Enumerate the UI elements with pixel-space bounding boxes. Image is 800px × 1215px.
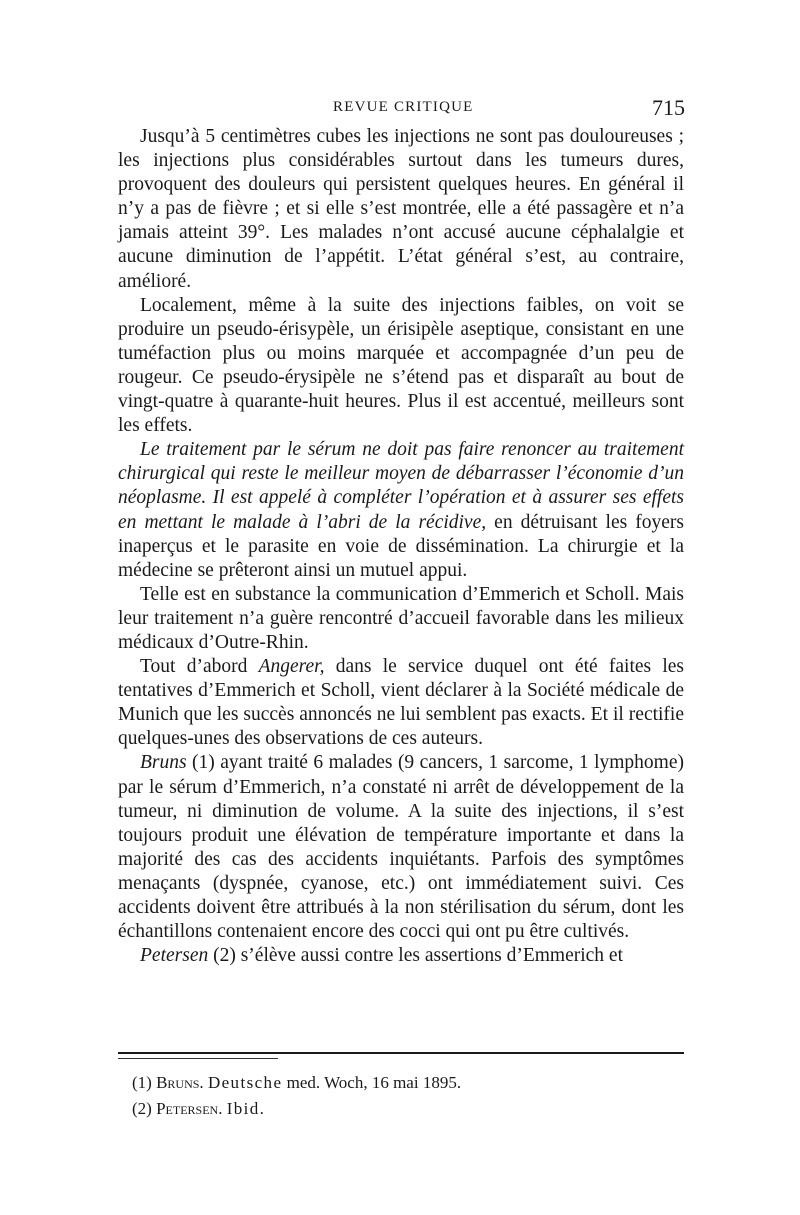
paragraph — [118, 583, 684, 655]
text-segment: dans le service duquel ont été faites les tentatives d’Emmerich et Scholl, vient déclarer à la Société médicale de Munich que les succès annoncés ne lui semblent pas exacts. Et il rectifie quelques-unes des observations de ces auteurs. — [118, 656, 684, 750]
text-segment: Tout d’abord — [140, 656, 259, 678]
italic-text: Bruns — [140, 752, 187, 774]
italic-text: Angerer, — [258, 656, 325, 678]
body-text — [118, 125, 684, 968]
paragraph — [118, 751, 684, 944]
italic-text: Petersen — [140, 945, 209, 967]
running-head — [120, 97, 685, 127]
text-segment: Localement, même à la suite des injections faibles, on voit se produire un pseudo-érisypèle, un érisipèle aseptique, consistant en une tuméfaction plus ou moins marquée et accompagnée d’un peu de rougeur. Ce pseudo-érysipèle ne s’étend pas et disparaît au bout de vingt-quatre à quarante-huit heures. Plus il est accentué, meilleurs sont les effets. — [118, 294, 684, 437]
text-segment: Jusqu’à 5 centimètres cubes les injections ne sont pas douloureuses ; les injections plus considérables surtout dans les tumeurs dures, provoquent des douleurs qui persistent quelques heures. En général il n’y a pas de fièvre ; et si elle s’est montrée, elle a été passagère et n’a jamais atteint 39°. Les malades n’ont accusé aucune céphalalgie et aucune diminution de l’appétit. L’état général s’est, au contraire, amélioré. — [118, 126, 684, 292]
footnote-author: Bruns. — [156, 1073, 204, 1092]
footnote-source: Ibid. — [226, 1099, 266, 1118]
paragraph — [118, 125, 684, 294]
footnote-source: Deutsche — [207, 1073, 283, 1092]
footnote-author: Petersen. — [156, 1099, 223, 1118]
footnote-marker: (1) — [132, 1073, 152, 1092]
italic-text: Le traitement par le sérum ne doit pas faire renoncer au traitement chirurgical qui reste le meilleur moyen de débarrasser l’économie d’un néoplasme. Il est appelé à compléter l’opération et à assurer ses effets en mettant le malade à l’abri de la récidive, — [118, 439, 684, 533]
footnote-2 — [132, 1096, 692, 1122]
footnote-rule — [118, 1052, 684, 1054]
text-segment: en détruisant les foyers inaperçus et le parasite en voie de dissémination. La chirurgie et la médecine se prêteront ainsi un mutuel appui. — [118, 511, 684, 581]
paragraph — [118, 438, 684, 583]
footnotes — [132, 1070, 692, 1122]
text-segment: (2) s’élève aussi contre les assertions d’Emmerich et — [208, 945, 624, 967]
paragraph — [118, 944, 684, 968]
footnote-rule-short — [118, 1058, 278, 1059]
text-segment: Telle est en substance la communication d’Emmerich et Scholl. Mais leur traitement n’a guère rencontré d’accueil favorable dans les milieux médicaux d’Outre-Rhin. — [118, 583, 684, 653]
running-title: REVUE CRITIQUE — [333, 99, 474, 115]
paragraph — [118, 655, 684, 751]
footnote-reference: med. Woch, 16 mai 1895. — [286, 1073, 462, 1092]
page-number: 715 — [652, 95, 685, 120]
text-segment: (1) ayant traité 6 malades (9 cancers, 1 sarcome, 1 lymphome) par le sérum d’Emmerich, n’a constaté ni arrêt de développement de la tumeur, ni diminution de volume. A la suite des injections, il s’est toujours produit une élévation de température importante et dans la majorité des cas des accidents inquiétants. Parfois des symptômes menaçants (dyspnée, cyanose, etc.) ont immédiatement suivi. Ces accidents doivent être attribués à la non stérilisation du sérum, dont les échantillons contenaient encore des cocci qui ont pu être cultivés. — [118, 752, 684, 943]
footnote-marker: (2) — [132, 1099, 152, 1118]
paragraph — [118, 294, 684, 439]
footnote-1 — [132, 1070, 692, 1096]
